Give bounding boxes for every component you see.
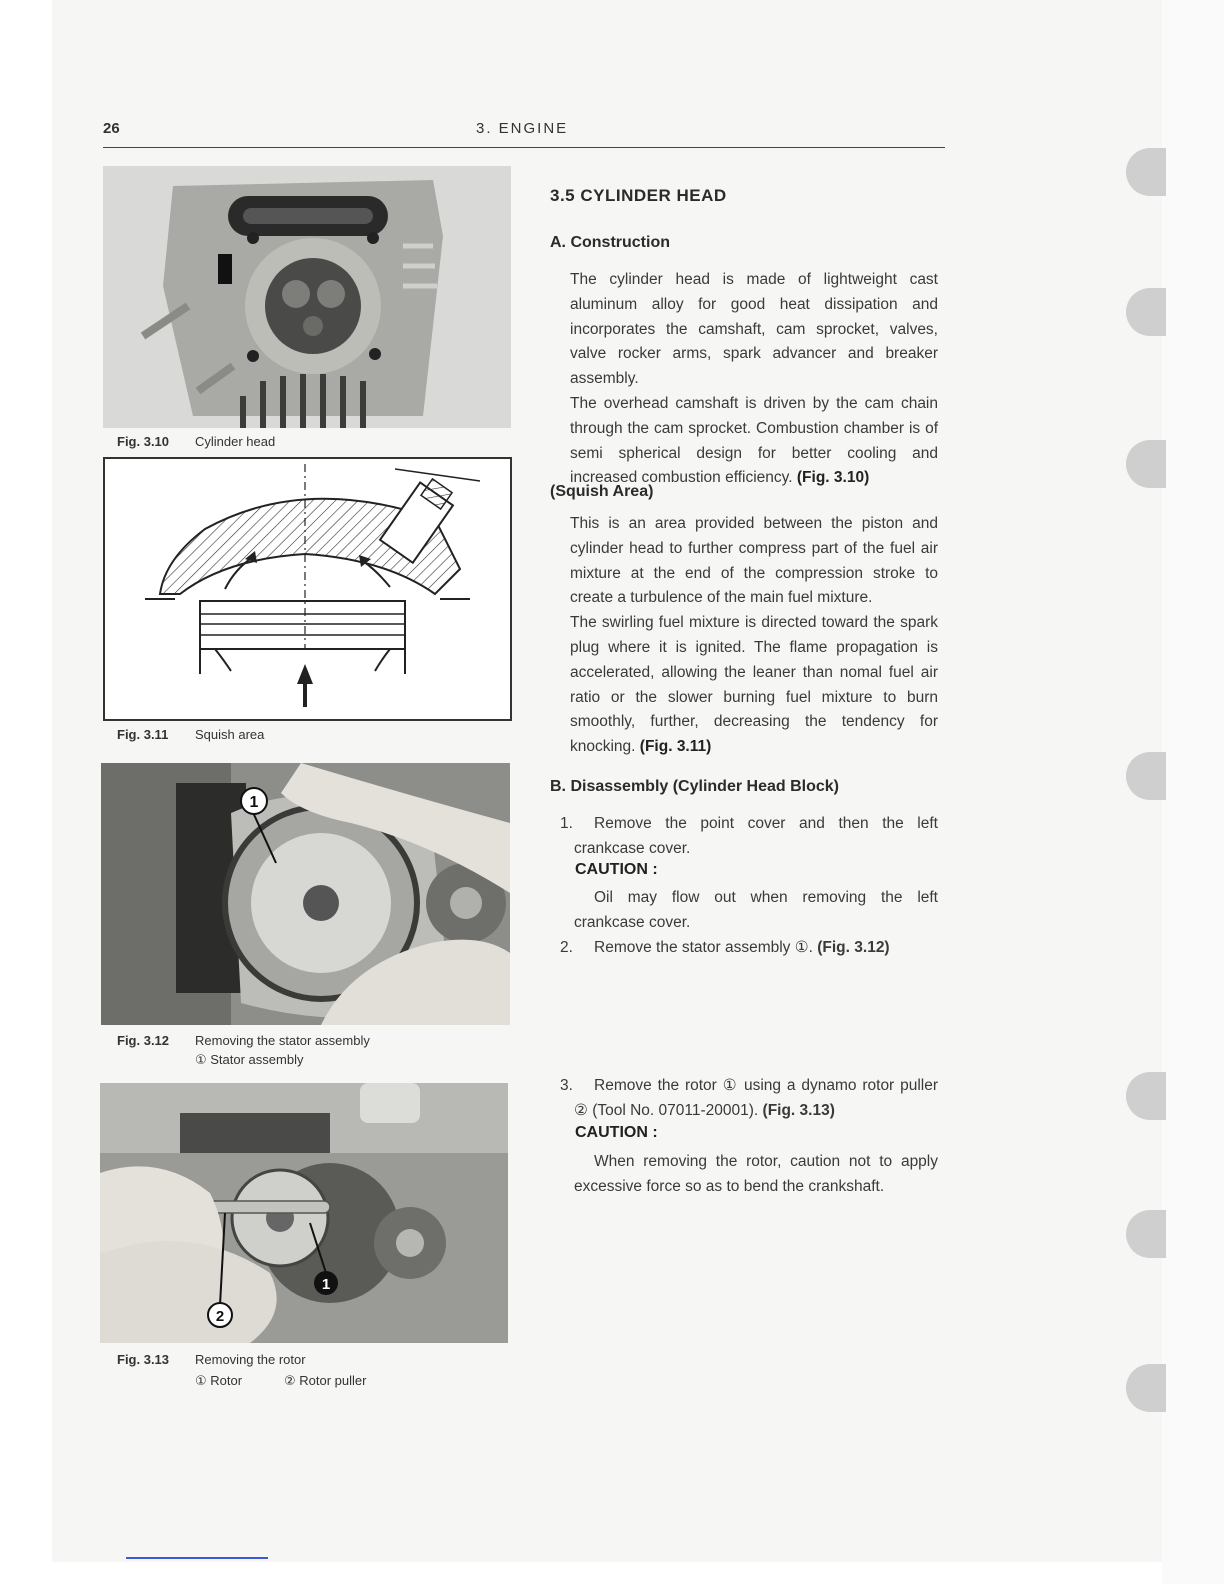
construction-text	[550, 268, 938, 491]
step-number: 1.	[560, 815, 573, 832]
stator-removal-photo	[101, 763, 510, 1025]
rotor-removal-photo	[100, 1083, 508, 1343]
punch-hole	[1126, 1210, 1166, 1258]
paragraph: The cylinder head is made of lightweight cast aluminum alloy for good heat dissipation and incorporates the camshaft, cam sprocket, valves, valve rocker arms, spark advancer and breaker assembly.	[570, 271, 938, 388]
squish-area-diagram	[103, 457, 512, 721]
figure-number: Fig. 3.12	[117, 1033, 170, 1048]
cylinder-head-photo	[103, 166, 511, 428]
figure-caption	[117, 434, 275, 449]
section-title: 3.5 CYLINDER HEAD	[550, 186, 727, 205]
punch-hole	[1126, 440, 1166, 488]
caution-label: CAUTION :	[575, 1124, 658, 1141]
step-text: Remove the rotor ① using a dynamo rotor puller ② (Tool No. 07011-20001). (Fig. 3.13)	[574, 1077, 938, 1119]
figure-reference: (Fig. 3.10)	[796, 469, 870, 487]
figure-legend: ① Rotor	[195, 1373, 243, 1388]
punch-hole	[1126, 1072, 1166, 1120]
figure-number: Fig. 3.13	[117, 1352, 170, 1367]
figure-title: Cylinder head	[195, 434, 276, 449]
punch-hole	[1126, 148, 1166, 196]
step-item	[560, 936, 938, 961]
callout-2: 2	[215, 1308, 225, 1325]
step-item	[560, 812, 938, 862]
caution-label: CAUTION :	[575, 861, 658, 878]
header-rule	[103, 147, 945, 148]
figure-caption	[117, 727, 264, 742]
chapter-title: 3. ENGINE	[476, 120, 569, 137]
figure-reference: (Fig. 3.13)	[762, 1101, 835, 1119]
punch-hole	[1126, 1364, 1166, 1412]
callout-1: 1	[249, 794, 259, 811]
punch-hole	[1126, 752, 1166, 800]
callout-1: 1	[321, 1276, 331, 1293]
figure-legend: ② Rotor puller	[284, 1373, 367, 1388]
step-number: 2.	[560, 939, 573, 956]
paragraph: The swirling fuel mixture is directed toward the spark plug where it is ignited. The flame propagation is accelerated, allowing the leaner than nomal fuel air ratio or the slower burning fuel mixture to burn smoothly, further, decreasing the tendency for knocking. (Fig. 3.11)	[570, 614, 938, 756]
caution-text: Oil may flow out when removing the left crankcase cover.	[574, 889, 938, 931]
step-number: 3.	[560, 1077, 573, 1094]
step-text: Remove the point cover and then the left crankcase cover.	[574, 815, 938, 857]
subheading-construction: A. Construction	[550, 234, 670, 251]
link-underline	[126, 1557, 268, 1559]
figure-legend: ① Stator assembly	[195, 1052, 304, 1067]
squish-text	[550, 512, 938, 760]
scan-margin-bottom	[52, 1562, 1162, 1584]
punch-hole	[1126, 288, 1166, 336]
step-item	[560, 1074, 938, 1124]
figure-title: Squish area	[195, 727, 265, 742]
paragraph: This is an area provided between the piston and cylinder head to further compress part of the fuel air mixture at the end of the compression stroke to create a turbulence of the main fuel mixture.	[570, 515, 938, 607]
figure-reference: (Fig. 3.12)	[817, 939, 890, 956]
paragraph: The overhead camshaft is driven by the cam chain through the cam sprocket. Combustion chamber is of semi spherical design for better cooling and increased combustion efficiency. (Fig. 3.10)	[570, 394, 938, 487]
caution-text: When removing the rotor, caution not to apply excessive force so as to bend the crankshaft.	[574, 1153, 938, 1195]
figure-caption	[117, 1033, 370, 1048]
subheading-squish: (Squish Area)	[550, 483, 654, 500]
figure-number: Fig. 3.10	[117, 434, 170, 449]
scan-margin-left	[0, 0, 52, 1584]
step-text: Remove the stator assembly ①. (Fig. 3.12)	[594, 939, 890, 956]
scan-margin-right	[1162, 0, 1224, 1584]
figure-caption	[117, 1352, 306, 1367]
figure-reference: (Fig. 3.11)	[639, 738, 712, 756]
page-number: 26	[103, 120, 120, 137]
subheading-disassembly: B. Disassembly (Cylinder Head Block)	[550, 778, 839, 795]
figure-number: Fig. 3.11	[117, 727, 169, 742]
figure-title: Removing the stator assembly	[195, 1033, 370, 1048]
figure-title: Removing the rotor	[195, 1352, 306, 1367]
